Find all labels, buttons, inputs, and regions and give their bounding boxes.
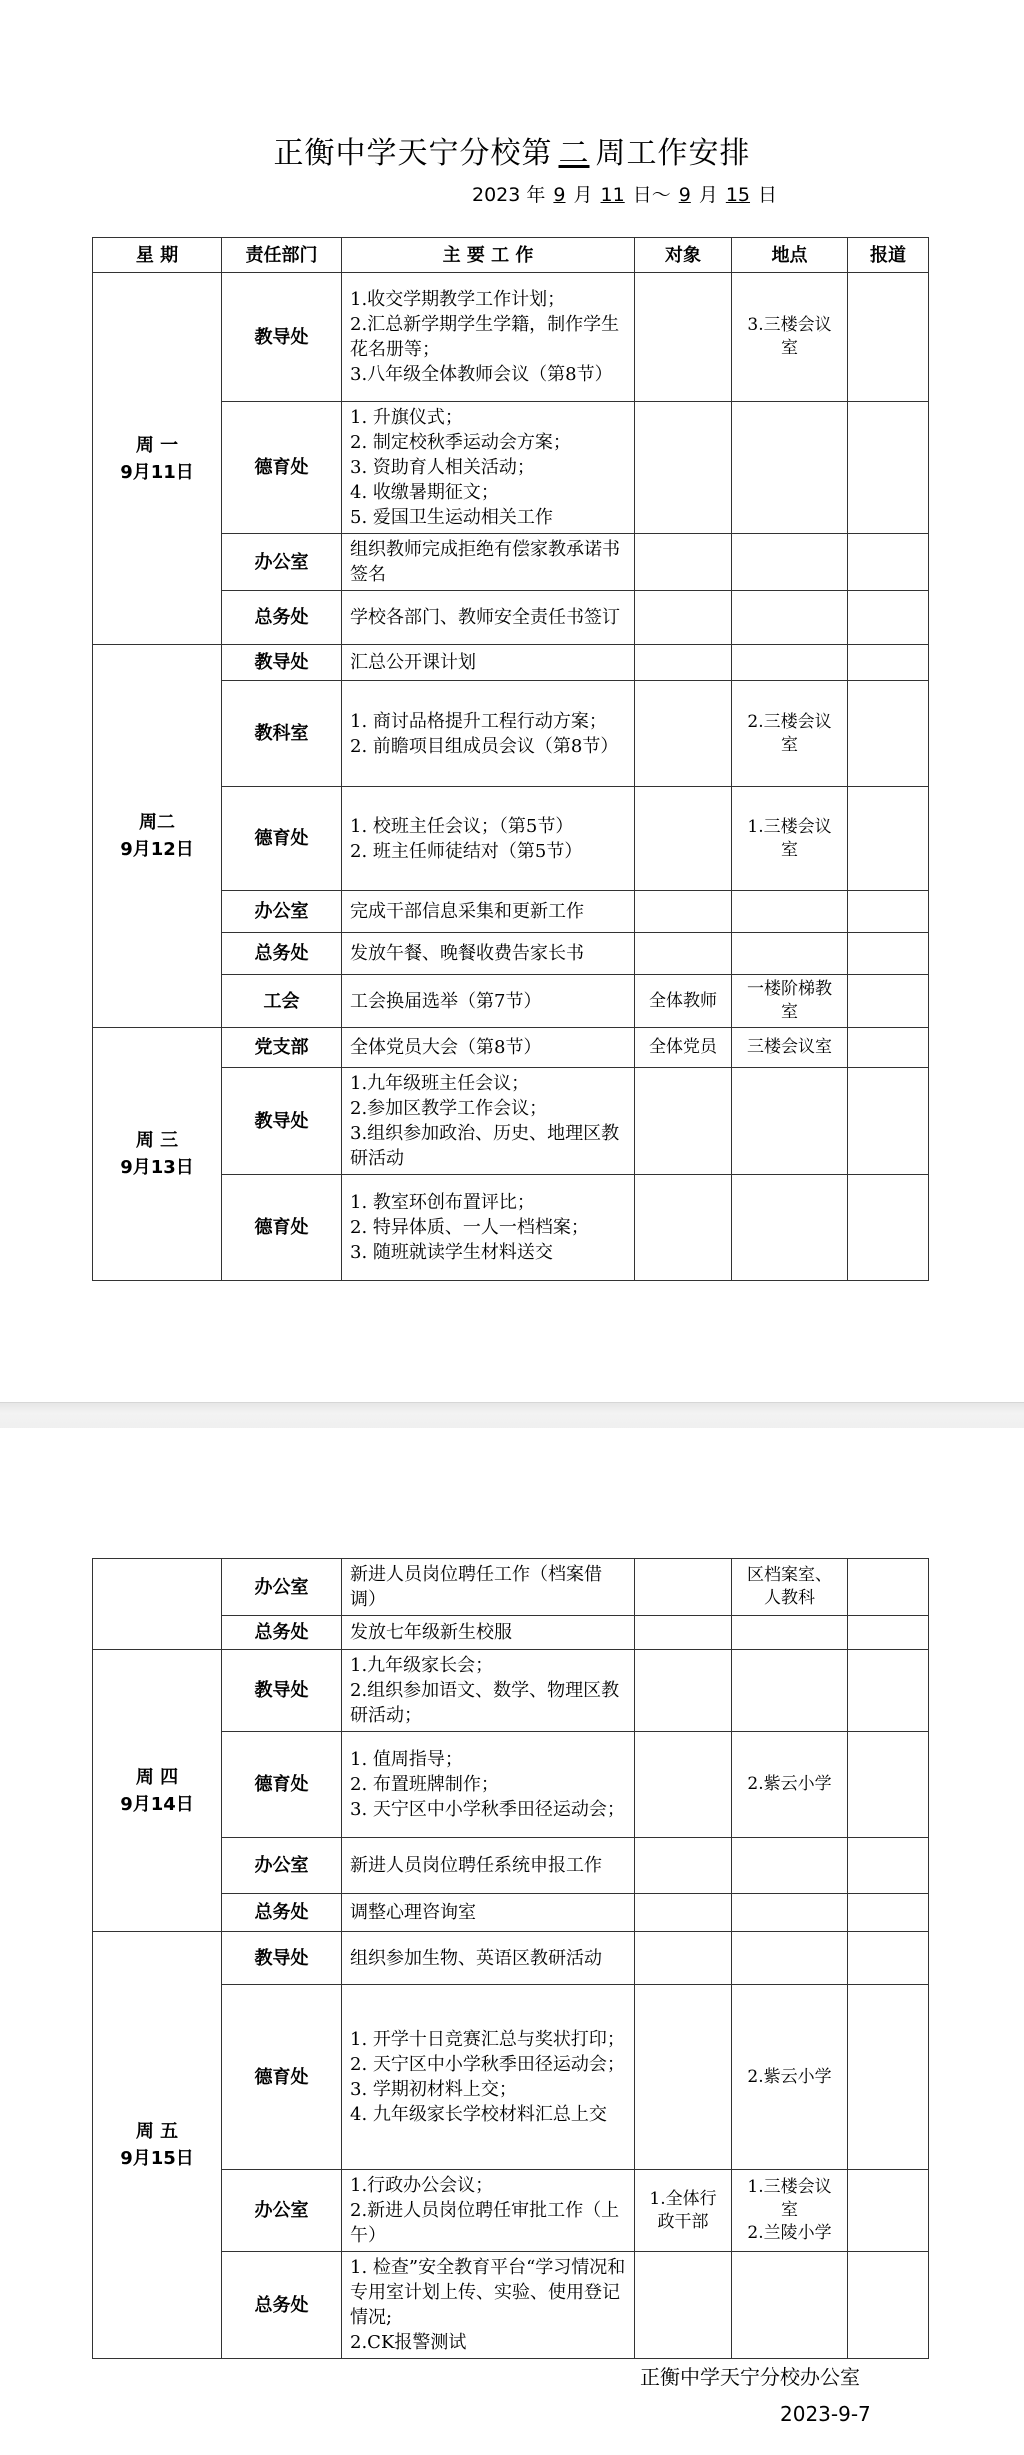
col-header-work: 主 要 工 作 — [342, 238, 635, 273]
work-cell: 1. 检查”安全教育平台“学习情况和专用室计划上传、实验、使用登记情况; 2.CK报警测试 — [342, 2252, 635, 2359]
year: 2023 — [472, 184, 521, 206]
work-cell: 1. 升旗仪式； 2. 制定校秋季运动会方案； 3. 资助育人相关活动； 4. 收缴暑期征文； 5. 爱国卫生运动相关工作 — [342, 402, 635, 534]
work-cell: 工会换届选举（第7节） — [342, 975, 635, 1028]
target-cell — [635, 891, 732, 933]
work-cell: 1.九年级家长会； 2.组织参加语文、数学、物理区教研活动； — [342, 1650, 635, 1732]
target-cell — [635, 1175, 732, 1281]
table-row — [93, 1650, 929, 1732]
target-cell — [635, 1838, 732, 1894]
dept-cell: 办公室 — [222, 1559, 342, 1616]
dept-cell: 德育处 — [222, 402, 342, 534]
place-cell — [732, 1932, 848, 1985]
dept-cell: 工会 — [222, 975, 342, 1028]
report-cell — [848, 1616, 929, 1650]
report-cell — [848, 681, 929, 787]
col-header-target: 对象 — [635, 238, 732, 273]
place-cell — [732, 933, 848, 975]
target-cell — [635, 1616, 732, 1650]
col-header-report: 报道 — [848, 238, 929, 273]
end-month: 9 — [678, 184, 691, 206]
day-cell-thursday: 周 四 9月14日 — [93, 1650, 222, 1932]
place-cell: 3.三楼会议室 — [732, 273, 848, 402]
report-cell — [848, 273, 929, 402]
end-day: 15 — [725, 184, 751, 206]
target-cell — [635, 273, 732, 402]
col-header-day: 星 期 — [93, 238, 222, 273]
work-cell: 发放午餐、晚餐收费告家长书 — [342, 933, 635, 975]
dept-cell: 教导处 — [222, 1932, 342, 1985]
dept-cell: 教导处 — [222, 1650, 342, 1732]
dept-cell: 教导处 — [222, 645, 342, 681]
work-cell: 1.收交学期教学工作计划； 2.汇总新学期学生学籍，制作学生花名册等； 3.八年级全体教师会议（第8节） — [342, 273, 635, 402]
place-cell — [732, 1894, 848, 1932]
report-cell — [848, 645, 929, 681]
week-number: 二 — [558, 136, 590, 171]
place-cell — [732, 402, 848, 534]
target-cell — [635, 1894, 732, 1932]
target-cell: 全体教师 — [635, 975, 732, 1028]
report-cell — [848, 1559, 929, 1616]
target-cell — [635, 1068, 732, 1175]
col-header-dept: 责任部门 — [222, 238, 342, 273]
report-cell — [848, 591, 929, 645]
work-cell: 全体党员大会（第8节） — [342, 1028, 635, 1068]
dept-cell: 总务处 — [222, 933, 342, 975]
title-suffix: 周工作安排 — [595, 136, 751, 171]
target-cell — [635, 1559, 732, 1616]
dept-cell: 德育处 — [222, 787, 342, 891]
place-cell — [732, 645, 848, 681]
work-cell: 组织参加生物、英语区教研活动 — [342, 1932, 635, 1985]
report-cell — [848, 2170, 929, 2252]
target-cell — [635, 681, 732, 787]
work-cell: 学校各部门、教师安全责任书签订 — [342, 591, 635, 645]
table-row — [93, 273, 929, 402]
day-cell-tuesday: 周二 9月12日 — [93, 645, 222, 1028]
report-cell — [848, 1838, 929, 1894]
dept-cell: 德育处 — [222, 1732, 342, 1838]
target-cell: 全体党员 — [635, 1028, 732, 1068]
target-cell: 1.全体行政干部 — [635, 2170, 732, 2252]
header-row — [93, 238, 929, 273]
place-cell: 三楼会议室 — [732, 1028, 848, 1068]
place-cell: 一楼阶梯教室 — [732, 975, 848, 1028]
target-cell — [635, 1732, 732, 1838]
work-cell: 组织教师完成拒绝有偿家教承诺书签名 — [342, 534, 635, 591]
day-cell-monday: 周 一 9月11日 — [93, 273, 222, 645]
dept-cell: 德育处 — [222, 1175, 342, 1281]
work-cell: 汇总公开课计划 — [342, 645, 635, 681]
page-title — [0, 128, 1024, 172]
dept-cell: 教科室 — [222, 681, 342, 787]
report-cell — [848, 1894, 929, 1932]
report-cell — [848, 1985, 929, 2170]
report-cell — [848, 933, 929, 975]
day-cell-friday: 周 五 9月15日 — [93, 1932, 222, 2359]
target-cell — [635, 534, 732, 591]
table-row — [93, 645, 929, 681]
start-day: 11 — [600, 184, 625, 206]
report-cell — [848, 534, 929, 591]
target-cell — [635, 645, 732, 681]
report-cell — [848, 2252, 929, 2359]
target-cell — [635, 787, 732, 891]
dept-cell: 总务处 — [222, 1616, 342, 1650]
work-cell: 1. 商讨品格提升工程行动方案； 2. 前瞻项目组成员会议（第8节） — [342, 681, 635, 787]
dept-cell: 办公室 — [222, 534, 342, 591]
target-cell — [635, 591, 732, 645]
work-cell: 发放七年级新生校服 — [342, 1616, 635, 1650]
dept-cell: 教导处 — [222, 273, 342, 402]
place-cell — [732, 1650, 848, 1732]
place-cell: 1.三楼会议室 — [732, 787, 848, 891]
report-cell — [848, 1068, 929, 1175]
report-cell — [848, 1175, 929, 1281]
work-cell: 1. 校班主任会议；（第5节） 2. 班主任师徒结对（第5节） — [342, 787, 635, 891]
report-cell — [848, 1650, 929, 1732]
work-cell: 1.行政办公会议； 2.新进人员岗位聘任审批工作（上午） — [342, 2170, 635, 2252]
col-header-place: 地点 — [732, 238, 848, 273]
place-cell: 1.三楼会议室 2.兰陵小学 — [732, 2170, 848, 2252]
start-month: 9 — [553, 184, 566, 206]
page-separator — [0, 1402, 1024, 1430]
table-row — [93, 1932, 929, 1985]
dept-cell: 办公室 — [222, 2170, 342, 2252]
table-row — [93, 1559, 929, 1616]
dept-cell: 总务处 — [222, 1894, 342, 1932]
report-cell — [848, 891, 929, 933]
target-cell — [635, 1650, 732, 1732]
target-cell — [635, 402, 732, 534]
target-cell — [635, 1932, 732, 1985]
target-cell — [635, 2252, 732, 2359]
place-cell — [732, 591, 848, 645]
work-cell: 1. 值周指导； 2. 布置班牌制作； 3. 天宁区中小学秋季田径运动会； — [342, 1732, 635, 1838]
place-cell: 区档案室、人教科 — [732, 1559, 848, 1616]
place-cell — [732, 2252, 848, 2359]
footer-date: 2023-9-7 — [780, 2402, 871, 2426]
report-cell — [848, 1932, 929, 1985]
date-range: 2023 年 9 月 11 日～ 9 月 15 日 — [472, 184, 778, 206]
work-cell: 完成干部信息采集和更新工作 — [342, 891, 635, 933]
dept-cell: 总务处 — [222, 2252, 342, 2359]
target-cell — [635, 933, 732, 975]
work-cell: 1. 开学十日竞赛汇总与奖状打印； 2. 天宁区中小学秋季田径运动会； 3. 学期初材料上交； 4. 九年级家长学校材料汇总上交 — [342, 1985, 635, 2170]
place-cell: 2.三楼会议室 — [732, 681, 848, 787]
table-row — [93, 1028, 929, 1068]
work-cell: 1.九年级班主任会议； 2.参加区教学工作会议； 3.组织参加政治、历史、地理区教研活动 — [342, 1068, 635, 1175]
work-cell: 新进人员岗位聘任工作（档案借调） — [342, 1559, 635, 1616]
footer-issuer: 正衡中学天宁分校办公室 — [640, 2365, 860, 2389]
report-cell — [848, 975, 929, 1028]
place-cell — [732, 1616, 848, 1650]
title-prefix: 正衡中学天宁分校第 — [273, 136, 553, 171]
report-cell — [848, 1732, 929, 1838]
place-cell — [732, 1068, 848, 1175]
schedule-table-page-2 — [92, 1558, 929, 2359]
place-cell — [732, 891, 848, 933]
place-cell: 2.紫云小学 — [732, 1732, 848, 1838]
place-cell — [732, 1175, 848, 1281]
day-cell-wednesday-continued — [93, 1559, 222, 1650]
dept-cell: 办公室 — [222, 1838, 342, 1894]
place-cell: 2.紫云小学 — [732, 1985, 848, 2170]
dept-cell: 德育处 — [222, 1985, 342, 2170]
dept-cell: 党支部 — [222, 1028, 342, 1068]
target-cell — [635, 1985, 732, 2170]
dept-cell: 教导处 — [222, 1068, 342, 1175]
dept-cell: 总务处 — [222, 591, 342, 645]
work-cell: 调整心理咨询室 — [342, 1894, 635, 1932]
place-cell — [732, 534, 848, 591]
work-cell: 1. 教室环创布置评比； 2. 特异体质、一人一档档案； 3. 随班就读学生材料送交 — [342, 1175, 635, 1281]
dept-cell: 办公室 — [222, 891, 342, 933]
report-cell — [848, 787, 929, 891]
schedule-table-page-1 — [92, 237, 929, 1281]
place-cell — [732, 1838, 848, 1894]
day-cell-wednesday: 周 三 9月13日 — [93, 1028, 222, 1281]
report-cell — [848, 402, 929, 534]
work-cell: 新进人员岗位聘任系统申报工作 — [342, 1838, 635, 1894]
report-cell — [848, 1028, 929, 1068]
